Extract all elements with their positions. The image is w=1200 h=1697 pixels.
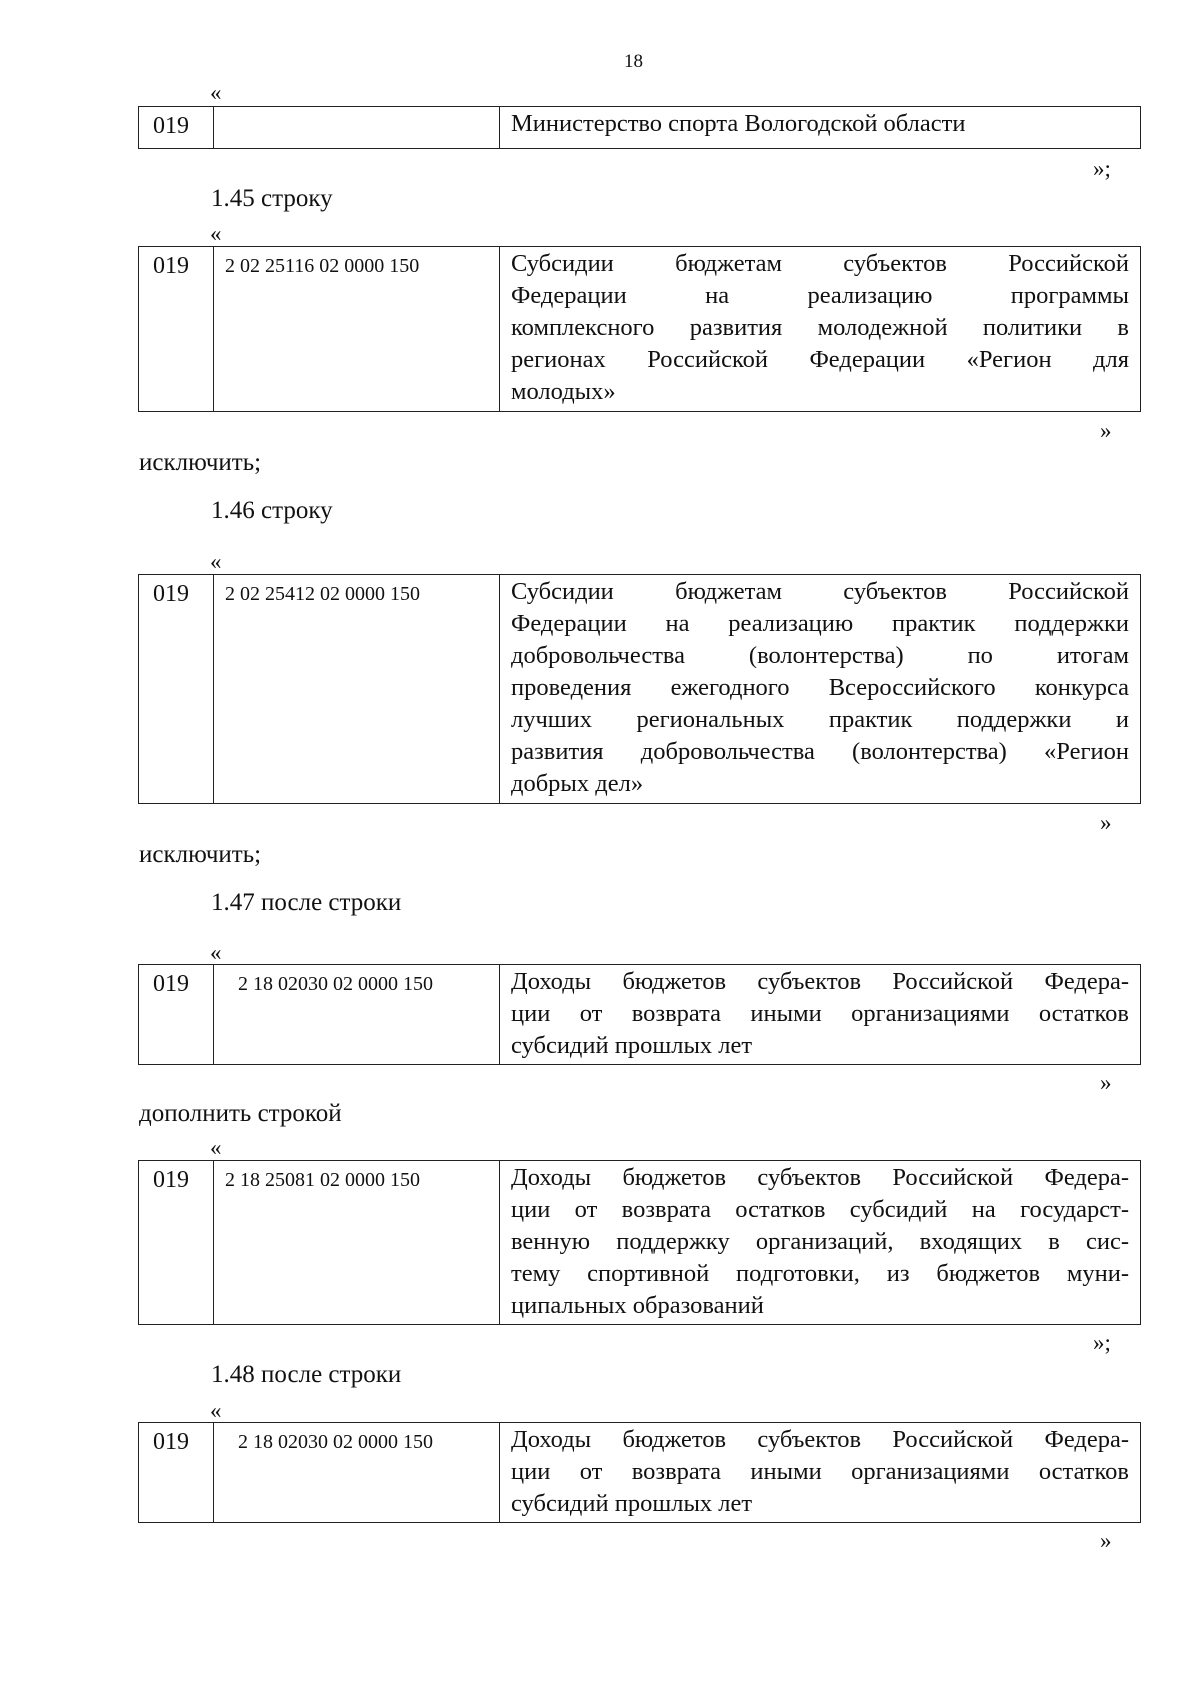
- description-line: Федерации на реализацию программы: [511, 282, 1129, 309]
- close-quote: »;: [1093, 1330, 1111, 1355]
- table-row: [139, 107, 1141, 149]
- description-cell: [500, 1161, 1141, 1325]
- section-heading: 1.46 строку: [211, 497, 333, 524]
- description-line: регионах Российской Федерации «Регион для: [511, 346, 1129, 373]
- description-line: добровольчества (волонтерства) по итогам: [511, 642, 1129, 669]
- close-quote: »: [1100, 418, 1112, 443]
- section-heading: 1.45 строку: [211, 185, 333, 212]
- description-line: комплексного развития молодежной политики в: [511, 314, 1129, 341]
- description-line: тему спортивной подготовки, из бюджетов муни-: [511, 1260, 1129, 1287]
- description-line: ции от возврата остатков субсидий на государст-: [511, 1196, 1129, 1223]
- description-cell: [500, 1423, 1141, 1523]
- budget-row-table: [138, 1422, 1141, 1523]
- description-cell: [500, 247, 1141, 412]
- section-heading: 1.48 после строки: [211, 1361, 402, 1388]
- action-text: исключить;: [139, 841, 262, 868]
- kbk-code-cell: 2 18 02030 02 0000 150: [214, 1423, 500, 1523]
- description-cell: [500, 575, 1141, 804]
- admin-code-cell: 019: [139, 1161, 214, 1325]
- description-line: Министерство спорта Вологодской области: [511, 110, 966, 137]
- kbk-code-cell: 2 18 02030 02 0000 150: [214, 965, 500, 1065]
- description-line: проведения ежегодного Всероссийского конкурса: [511, 674, 1129, 701]
- description-line: добрых дел»: [511, 770, 644, 797]
- table-row: [139, 965, 1141, 1065]
- description-line: венную поддержку организаций, входящих в сис-: [511, 1228, 1129, 1255]
- close-quote: »: [1100, 810, 1112, 835]
- kbk-code-cell: 2 18 25081 02 0000 150: [214, 1161, 500, 1325]
- description-line: Субсидии бюджетам субъектов Российской: [511, 578, 1129, 605]
- budget-row-table: [138, 574, 1141, 804]
- description-line: Доходы бюджетов субъектов Российской Федера-: [511, 1164, 1129, 1191]
- close-quote: »: [1100, 1528, 1112, 1553]
- description-line: развития добровольчества (волонтерства) «Регион: [511, 738, 1129, 765]
- close-quote: »;: [1093, 156, 1111, 181]
- description-line: Доходы бюджетов субъектов Российской Федера-: [511, 968, 1129, 995]
- admin-code-cell: 019: [139, 1423, 214, 1523]
- admin-code-cell: 019: [139, 965, 214, 1065]
- kbk-code-cell: [214, 107, 500, 149]
- description-line: Субсидии бюджетам субъектов Российской: [511, 250, 1129, 277]
- description-line: субсидий прошлых лет: [511, 1490, 753, 1517]
- admin-code-cell: 019: [139, 247, 214, 412]
- budget-row-table: [138, 106, 1141, 149]
- kbk-code-cell: 2 02 25116 02 0000 150: [214, 247, 500, 412]
- description-line: Доходы бюджетов субъектов Российской Федера-: [511, 1426, 1129, 1453]
- admin-code-cell: 019: [139, 107, 214, 149]
- table-row: [139, 1423, 1141, 1523]
- description-cell: [500, 965, 1141, 1065]
- description-line: лучших региональных практик поддержки и: [511, 706, 1129, 733]
- budget-row-table: [138, 964, 1141, 1065]
- description-line: ции от возврата иными организациями остатков: [511, 1458, 1129, 1485]
- open-quote: «: [210, 940, 222, 965]
- open-quote: «: [210, 80, 222, 105]
- description-cell: [500, 107, 1141, 149]
- action-text: исключить;: [139, 449, 262, 476]
- budget-row-table: [138, 246, 1141, 412]
- description-line: Федерации на реализацию практик поддержки: [511, 610, 1129, 637]
- table-row: [139, 247, 1141, 412]
- table-row: [139, 1161, 1141, 1325]
- page-number: 18: [624, 51, 643, 72]
- description-line: ции от возврата иными организациями остатков: [511, 1000, 1129, 1027]
- open-quote: «: [210, 1398, 222, 1423]
- open-quote: «: [210, 549, 222, 574]
- description-line: субсидий прошлых лет: [511, 1032, 753, 1059]
- open-quote: «: [210, 221, 222, 246]
- description-line: ципальных образований: [511, 1292, 764, 1319]
- budget-row-table: [138, 1160, 1141, 1325]
- table-row: [139, 575, 1141, 804]
- kbk-code-cell: 2 02 25412 02 0000 150: [214, 575, 500, 804]
- close-quote: »: [1100, 1070, 1112, 1095]
- section-heading: 1.47 после строки: [211, 889, 402, 916]
- description-line: молодых»: [511, 378, 616, 405]
- open-quote: «: [210, 1135, 222, 1160]
- action-text: дополнить строкой: [139, 1100, 342, 1127]
- admin-code-cell: 019: [139, 575, 214, 804]
